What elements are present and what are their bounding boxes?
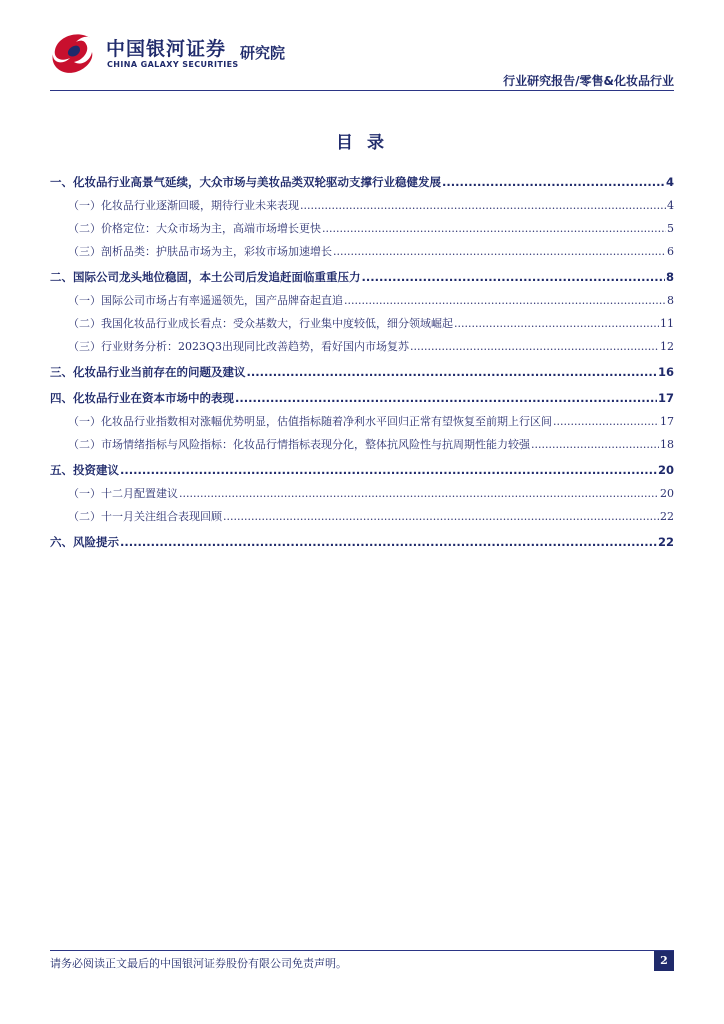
toc-title: 目 录: [336, 133, 388, 153]
toc-dot-leader: [531, 433, 659, 456]
toc-entry-page: 4: [667, 199, 674, 212]
report-type-label: 行业研究报告/零售&化妆品行业: [503, 74, 674, 88]
toc-entry-title: 二、国际公司龙头地位稳固，本土公司后发追赶面临重重压力: [50, 270, 361, 284]
toc-subsection-link[interactable]: [50, 312, 674, 335]
table-of-contents: [50, 170, 674, 554]
toc-entry-page: 8: [667, 294, 674, 307]
toc-dot-leader: [120, 458, 657, 482]
toc-entry-page: 16: [657, 365, 674, 379]
toc-entry-title: （三）行业财务分析：2023Q3出现同比改善趋势，看好国内市场复苏: [68, 340, 410, 353]
toc-entry-title: 四、化妆品行业在资本市场中的表现: [50, 391, 234, 405]
institute-label: 研究院: [240, 44, 286, 62]
toc-entry-page: 20: [657, 463, 674, 477]
toc-entry-page: 11: [660, 317, 674, 330]
toc-section-link[interactable]: [50, 386, 674, 410]
toc-entry-title: （一）化妆品行业指数相对涨幅优势明显，估值指标随着净利水平回归正常有望恢复至前期上行区间: [68, 415, 552, 428]
toc-entry-title: （一）国际公司市场占有率遥遥领先，国产品牌奋起直追: [68, 294, 343, 307]
toc-dot-leader: [333, 240, 666, 263]
toc-subsection-link[interactable]: [50, 482, 674, 505]
toc-subsection-link[interactable]: [50, 217, 674, 240]
toc-entry-page: 17: [657, 391, 674, 405]
toc-dot-leader: [179, 482, 659, 505]
logo-chinese-name: 中国银河证券: [106, 38, 227, 60]
toc-subsection-link[interactable]: [50, 335, 674, 358]
toc-dot-leader: [442, 170, 665, 194]
toc-section-link[interactable]: [50, 360, 674, 384]
toc-entry-page: 22: [657, 535, 674, 549]
toc-entry-page: 20: [660, 487, 674, 500]
page-header: [50, 28, 674, 92]
toc-section-link[interactable]: [50, 530, 674, 554]
footer-divider: [50, 950, 674, 951]
toc-dot-leader: [553, 410, 659, 433]
toc-entry-title: （二）市场情绪指标与风险指标：化妆品行情指标表现分化，整体抗风险性与抗周期性能力较强: [68, 438, 530, 451]
toc-dot-leader: [344, 289, 666, 312]
toc-dot-leader: [120, 530, 657, 554]
toc-section-link[interactable]: [50, 265, 674, 289]
toc-entry-page: 17: [660, 415, 674, 428]
toc-entry-page: 4: [665, 175, 674, 189]
toc-dot-leader: [300, 194, 666, 217]
toc-entry-page: 6: [667, 245, 674, 258]
page-number-badge: 2: [654, 951, 674, 971]
toc-entry-page: 22: [660, 510, 674, 523]
toc-entry-title: （三）剖析品类：护肤品市场为主，彩妆市场加速增长: [68, 245, 332, 258]
toc-dot-leader: [235, 386, 657, 410]
toc-entry-page: 5: [667, 222, 674, 235]
toc-entry-title: （一）化妆品行业逐渐回暖，期待行业未来表现: [68, 199, 299, 212]
footer-disclaimer: 请务必阅读正文最后的中国银河证券股份有限公司免责声明。: [50, 957, 347, 970]
toc-section-link[interactable]: [50, 170, 674, 194]
toc-entry-page: 18: [660, 438, 674, 451]
toc-subsection-link[interactable]: [50, 194, 674, 217]
toc-subsection-link[interactable]: [50, 289, 674, 312]
logo-english-name: CHINA GALAXY SECURITIES: [107, 60, 239, 69]
toc-entry-title: （二）十一月关注组合表现回顾: [68, 510, 222, 523]
toc-dot-leader: [454, 312, 659, 335]
toc-subsection-link[interactable]: [50, 410, 674, 433]
toc-entry-title: （二）我国化妆品行业成长看点：受众基数大，行业集中度较低，细分领域崛起: [68, 317, 453, 330]
toc-entry-title: 六、风险提示: [50, 535, 119, 549]
header-divider: [50, 90, 674, 91]
toc-dot-leader: [322, 217, 666, 240]
toc-entry-title: 三、化妆品行业当前存在的问题及建议: [50, 365, 246, 379]
toc-subsection-link[interactable]: [50, 240, 674, 263]
toc-section-link[interactable]: [50, 458, 674, 482]
toc-subsection-link[interactable]: [50, 505, 674, 528]
toc-dot-leader: [223, 505, 659, 528]
toc-entry-title: 五、投资建议: [50, 463, 119, 477]
galaxy-logo-icon: [50, 32, 98, 76]
toc-entry-page: 12: [660, 340, 674, 353]
toc-dot-leader: [247, 360, 657, 384]
toc-entry-title: （二）价格定位：大众市场为主，高端市场增长更快: [68, 222, 321, 235]
toc-subsection-link[interactable]: [50, 433, 674, 456]
toc-entry-title: 一、化妆品行业高景气延续，大众市场与美妆品类双轮驱动支撑行业稳健发展: [50, 175, 441, 189]
toc-dot-leader: [410, 335, 659, 358]
toc-entry-page: 8: [665, 270, 674, 284]
toc-dot-leader: [362, 265, 665, 289]
toc-entry-title: （一）十二月配置建议: [68, 487, 178, 500]
